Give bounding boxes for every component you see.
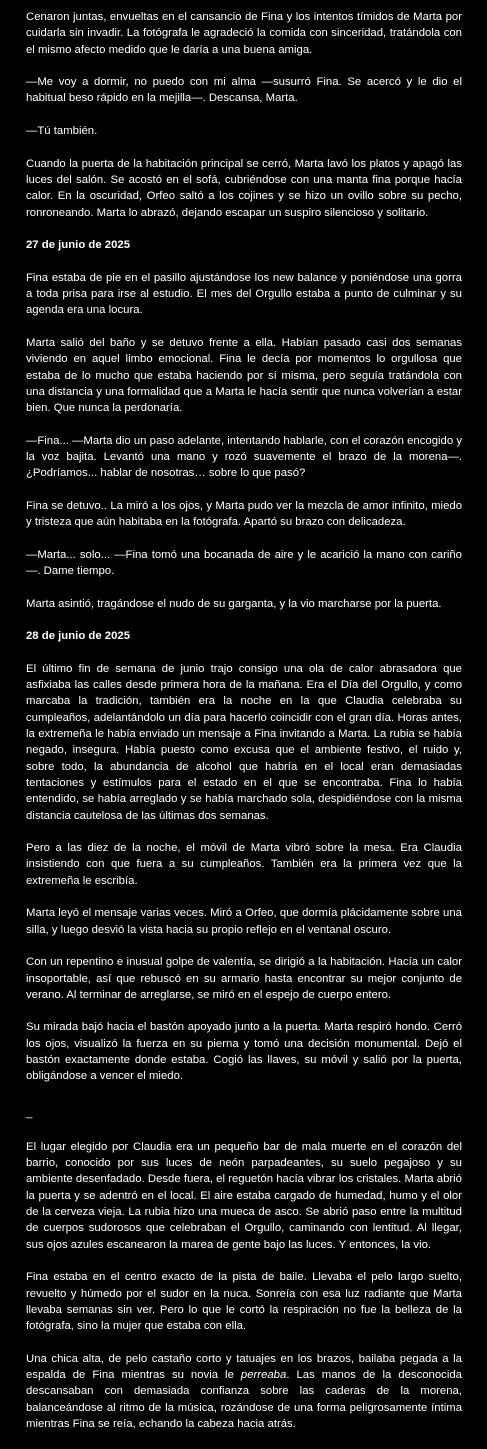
paragraph: —Me voy a dormir, no puedo con mi alma —susurró Fina. Se acercó y le dio el habitual beso rápido en la mejilla—. Descansa, Marta. <box>26 76 462 105</box>
paragraph: —Marta... solo... —Fina tomó una bocanada de aire y le acarició la mano con cariño—. Dame tiempo. <box>26 548 462 578</box>
paragraph: Marta leyó el mensaje varias veces. Miró a Orfeo, que dormía plácidamente sobre una silla, y luego desvió la vista hacia su propio reflejo en el ventanal oscuro. <box>26 907 462 936</box>
paragraph: Marta asintió, tragándose el nudo de su garganta, y la vio marcharse por la puerta. <box>26 597 442 610</box>
paragraph: El lugar elegido por Claudia era un pequeño bar de mala muerte en el corazón del barrio, conocido por sus luces de neón parpadeantes, su suelo pegajoso y su ambiente desenfadado. Desde fuera, el reguetón hacía vibrar los cristales. Marta abrió la puerta y se adentró en el local. El aire estaba cargado de humedad, humo y el olor de la cerveza vieja. La rubia hizo una mueca de asco. Se abrió paso entre la multitud de cuerpos sudorosos que celebraban el Orgullo, caminando con lentitud. Al llegar, sus ojos azules escanearon la marea de gente bajo las luces. Y entonces, la vio. <box>26 1140 462 1251</box>
paragraph: Fina se detuvo.. La miró a los ojos, y Marta pudo ver la mezcla de amor infinito, miedo y tristeza que aún habitaba en la fotógrafa. Apartó su brazo con delicadeza. <box>26 499 462 529</box>
paragraph: —Tú también. <box>26 125 98 138</box>
paragraph: —Fina... —Marta dio un paso adelante, intentando hablarle, con el corazón encogido y la voz bajita. Levantó una mano y rozó suavemente el brazo de la morena—. ¿Podríamos... hablar de nosotras… sobre lo que pasó? <box>26 434 462 480</box>
paragraph-text: . Las manos de la desconocida descansaban con demasiada confianza sobre las caderas de la morena, balanceándose al ritmo de la música, rozándose de una forma peligrosamente íntima mientras Fina se reía, echando la cabeza hacia atrás. <box>26 1369 462 1430</box>
document-page <box>26 9 462 1449</box>
section-separator: _ <box>26 1106 33 1119</box>
paragraph: Cuando la puerta de la habitación principal se cerró, Marta lavó los platos y apagó las luces del salón. Se acostó en el sofá, cubriéndose con una manta fina porque hacía calor. En la oscuridad, Orfeo saltó a los cojines y se hizo un ovillo sobre su pecho, ronroneando. Marta lo abrazó, dejando escapar un suspiro silencioso y solitario. <box>26 157 462 219</box>
paragraph <box>26 1351 462 1432</box>
date-heading: 27 de junio de 2025 <box>26 239 131 252</box>
paragraph: Con un repentino e inusual golpe de valentía, se dirigió a la habitación. Hacía un calor insoportable, así que rebuscó en su armario hasta encontrar su mejor conjunto de verano. Al terminar de arreglarse, se miró en el espejo de cuerpo entero. <box>26 956 462 1001</box>
paragraph: Pero a las diez de la noche, el móvil de Marta vibró sobre la mesa. Era Claudia insistiendo con que fuera a su cumpleaños. También era la primera vez que la extremeña le escribía. <box>26 842 462 887</box>
emphasized-word: perreaba <box>240 1369 287 1382</box>
paragraph: Fina estaba en el centro exacto de la pista de baile. Llevaba el pelo largo suelto, revuelto y húmedo por el sudor en la nuca. Sonreía con esa luz radiante que Marta llevaba semanas sin ver. Pero lo que le cortó la respiración no fue la belleza de la fotógrafa, sino la mujer que estaba con ella. <box>26 1271 462 1333</box>
paragraph: Su mirada bajó hacia el bastón apoyado junto a la puerta. Marta respiró hondo. Cerró los ojos, visualizó la fuerza en su pierna y tomó una decisión monumental. Dejó el bastón exactamente donde estaba. Cogió las llaves, su móvil y salió por la puerta, obligándose a vencer el miedo. <box>26 1021 462 1083</box>
paragraph: Fina estaba de pie en el pasillo ajustándose los new balance y poniéndose una gorra a toda prisa para irse al estudio. El mes del Orgullo estaba a punto de culminar y su agenda era una locura. <box>26 271 462 317</box>
paragraph-text: Una chica alta, de pelo castaño corto y tatuajes en los brazos, bailaba pegada a la espalda de Fina mientras su novia le <box>26 1352 462 1382</box>
paragraph: El último fin de semana de junio trajo consigo una ola de calor abrasadora que asfixiaba las calles desde primera hora de la mañana. Era el Día del Orgullo, y como marcaba la tradición, también era la noche en la que Claudia celebraba su cumpleaños, adelantándolo un día para hacerlo coincidir con el gran día. Horas antes, la extremeña le había enviado un mensaje a Fina invitando a Marta. La rubia se había negado, insegura. Había puesto como excusa que el ambiente festivo, el ruido y, sobre todo, la abundancia de alcohol que habría en el local eran demasiadas tentaciones y estímulos para el estado en el que se encontraba. Fina lo había entendido, se había arreglado y se había marchado sola, despidiéndose con la misma distancia cautelosa de las últimas dos semanas. <box>26 662 462 822</box>
paragraph: Cenaron juntas, envueltas en el cansancio de Fina y los intentos tímidos de Marta por cuidarla sin invadir. La fotógrafa le agradeció la comida con sinceridad, tratándola con el mismo afecto medido que le daría a una buena amiga. <box>26 11 462 56</box>
date-heading: 28 de junio de 2025 <box>26 630 131 643</box>
paragraph: Marta salió del baño y se detuvo frente a ella. Habían pasado casi dos semanas viviendo en aquel limbo emocional. Fina le decía por momentos lo orgullosa que estaba de lo mucho que estaba haciendo por sí misma, pero seguía tratándola con una distancia y una formalidad que a Marta le hacía sentir que nunca volverían a estar bien. Que nunca la perdonaría. <box>26 336 462 415</box>
